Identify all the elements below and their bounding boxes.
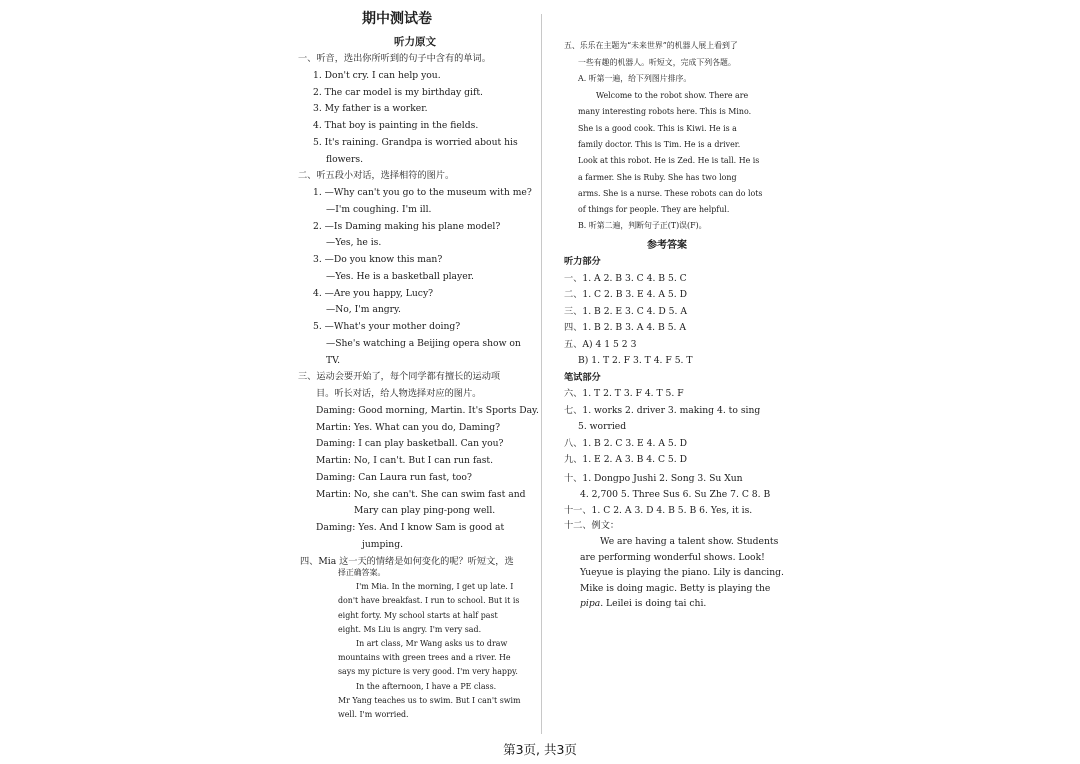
passage-line: Mr Yang teaches us to swim. But I can't swim xyxy=(338,695,521,705)
answer-line: 二、1. C 2. B 3. E 4. A 5. D xyxy=(564,289,687,300)
text-line: 4. That boy is painting in the fields. xyxy=(313,120,479,131)
passage-line: She is a good cook. This is Kiwi. He is a xyxy=(578,123,737,133)
column-divider xyxy=(541,14,542,734)
essay-line: are performing wonderful shows. Look! xyxy=(580,551,765,563)
passage-line: mountains with green trees and a river. He xyxy=(338,653,511,663)
page-footer: 第3页, 共3页 xyxy=(503,742,577,757)
text-line: —She's watching a Beijing opera show on xyxy=(326,337,521,349)
passage-line: In art class, Mr Wang asks us to draw xyxy=(356,639,508,648)
passage-line: eight forty. My school starts at half past xyxy=(338,610,498,620)
text-line: 5. It's raining. Grandpa is worried about his xyxy=(313,136,518,148)
passage-line: 择正确答案。 xyxy=(338,568,386,577)
text-line: 目。听长对话，给人物选择对应的图片。 xyxy=(316,388,482,399)
text-line: flowers. xyxy=(326,153,363,165)
passage-line: Welcome to the robot show. There are xyxy=(596,91,749,100)
text-line: TV. xyxy=(326,354,341,366)
question-line: 一些有趣的机器人。听短文，完成下列各题。 xyxy=(578,57,736,67)
passage-line: I'm Mia. In the morning, I get up late. I xyxy=(356,582,514,592)
text-line: Martin: Yes. What can you do, Daming? xyxy=(316,421,501,433)
passage-line: Look at this robot. He is Zed. He is tall. He is xyxy=(578,156,760,166)
page-title: 期中测试卷 xyxy=(362,11,432,27)
passage-line: says my picture is very good. I'm very happy. xyxy=(338,667,518,677)
answer-line: 七、1. works 2. driver 3. making 4. to sing xyxy=(564,404,761,416)
passage-line: B. 听第二遍，判断句子正(T)误(F)。 xyxy=(578,221,707,231)
text-line: Daming: I can play basketball. Can you? xyxy=(316,438,504,450)
answer-line: 十、1. Dongpo Jushi 2. Song 3. Su Xun xyxy=(564,473,743,484)
text-line: Daming: Good morning, Martin. It's Sports Day. xyxy=(316,404,539,416)
answer-line: 八、1. B 2. C 3. E 4. A 5. D xyxy=(564,437,687,449)
passage-line: arms. She is a nurse. These robots can do lots xyxy=(578,188,763,198)
passage-line: eight. Ms Liu is angry. I'm very sad. xyxy=(338,624,482,634)
text-line: Martin: No, she can't. She can swim fast and xyxy=(316,488,526,500)
passage-line: don't have breakfast. I run to school. But it is xyxy=(338,596,520,606)
listening-title: 听力原文 xyxy=(394,36,436,48)
text-line: 3. My father is a worker. xyxy=(313,103,428,115)
answer-line: 三、1. B 2. E 3. C 4. D 5. A xyxy=(564,305,687,317)
text-line: 4. —Are you happy, Lucy? xyxy=(313,287,434,299)
text-line: jumping. xyxy=(362,538,404,550)
text-line: 二、听五段小对话，选择相符的图片。 xyxy=(298,170,455,182)
answer-line: 一、1. A 2. B 3. C 4. B 5. C xyxy=(564,272,687,284)
answer-line: B) 1. T 2. F 3. T 4. F 5. T xyxy=(578,355,693,366)
text-line: Daming: Can Laura run fast, too? xyxy=(316,471,472,483)
passage-line: a farmer. She is Ruby. She has two long xyxy=(578,172,737,182)
passage-line: family doctor. This is Tim. He is a driver. xyxy=(578,139,741,149)
answer-line: 五、A) 4 1 5 2 3 xyxy=(564,338,637,350)
answer-line: 九、1. E 2. A 3. B 4. C 5. D xyxy=(564,454,687,465)
text-line: Mary can play ping-pong well. xyxy=(354,505,496,517)
answer-line: 十二、例文： xyxy=(564,520,620,532)
text-line: 2. The car model is my birthday gift. xyxy=(313,86,483,98)
answer-line: 十一、1. C 2. A 3. D 4. B 5. B 6. Yes, it is. xyxy=(564,504,753,516)
answer-line: 听力部分 xyxy=(564,256,601,267)
answer-line: 5. worried xyxy=(578,421,627,432)
answers-title: 参考答案 xyxy=(647,240,687,251)
text-line: 1. —Why can't you go to the museum with me? xyxy=(313,187,532,198)
text-line: —No, I'm angry. xyxy=(326,304,401,316)
text-line: 3. —Do you know this man? xyxy=(313,254,443,265)
essay-line: Mike is doing magic. Betty is playing the xyxy=(580,582,771,594)
passage-line: many interesting robots here. This is Mino. xyxy=(578,107,752,117)
text-line: —I'm coughing. I'm ill. xyxy=(326,203,432,215)
text-line: —Yes. He is a basketball player. xyxy=(326,270,474,282)
text-line: 2. —Is Daming making his plane model? xyxy=(313,220,501,232)
text-line: Martin: No, I can't. But I can run fast. xyxy=(316,455,494,466)
text-line: 三、运动会要开始了，每个同学都有擅长的运动项 xyxy=(298,371,501,383)
answer-line: 四、1. B 2. B 3. A 4. B 5. A xyxy=(564,322,687,333)
text-line: 四、Mia 这一天的情绪是如何变化的呢？听短文，选 xyxy=(300,555,514,567)
answer-line: 笔试部分 xyxy=(564,371,601,383)
answer-line: 六、1. T 2. T 3. F 4. T 5. F xyxy=(564,388,684,399)
text-line: Daming: Yes. And I know Sam is good at xyxy=(316,522,505,533)
essay-line: Yueyue is playing the piano. Lily is dancing. xyxy=(580,567,784,579)
answer-line: 4. 2,700 5. Three Sus 6. Su Zhe 7. C 8. B xyxy=(580,488,771,500)
text-line: 1. Don't cry. I can help you. xyxy=(313,69,441,81)
essay-line: We are having a talent show. Students xyxy=(600,536,779,547)
question-line: 五、乐乐在主题为“未来世界”的机器人展上看到了 xyxy=(564,41,738,50)
question-line: A. 听第一遍，给下列图片排序。 xyxy=(578,74,692,84)
passage-line: of things for people. They are helpful. xyxy=(578,205,730,215)
passage-line: In the afternoon, I have a PE class. xyxy=(356,681,497,691)
essay-line: pipa. Leilei is doing tai chi. xyxy=(580,598,707,610)
text-line: —Yes, he is. xyxy=(326,237,382,249)
passage-line: well. I'm worried. xyxy=(338,710,409,719)
text-line: 5. —What's your mother doing? xyxy=(313,321,461,332)
text-line: 一、听音，选出你所听到的句子中含有的单词。 xyxy=(298,53,491,64)
